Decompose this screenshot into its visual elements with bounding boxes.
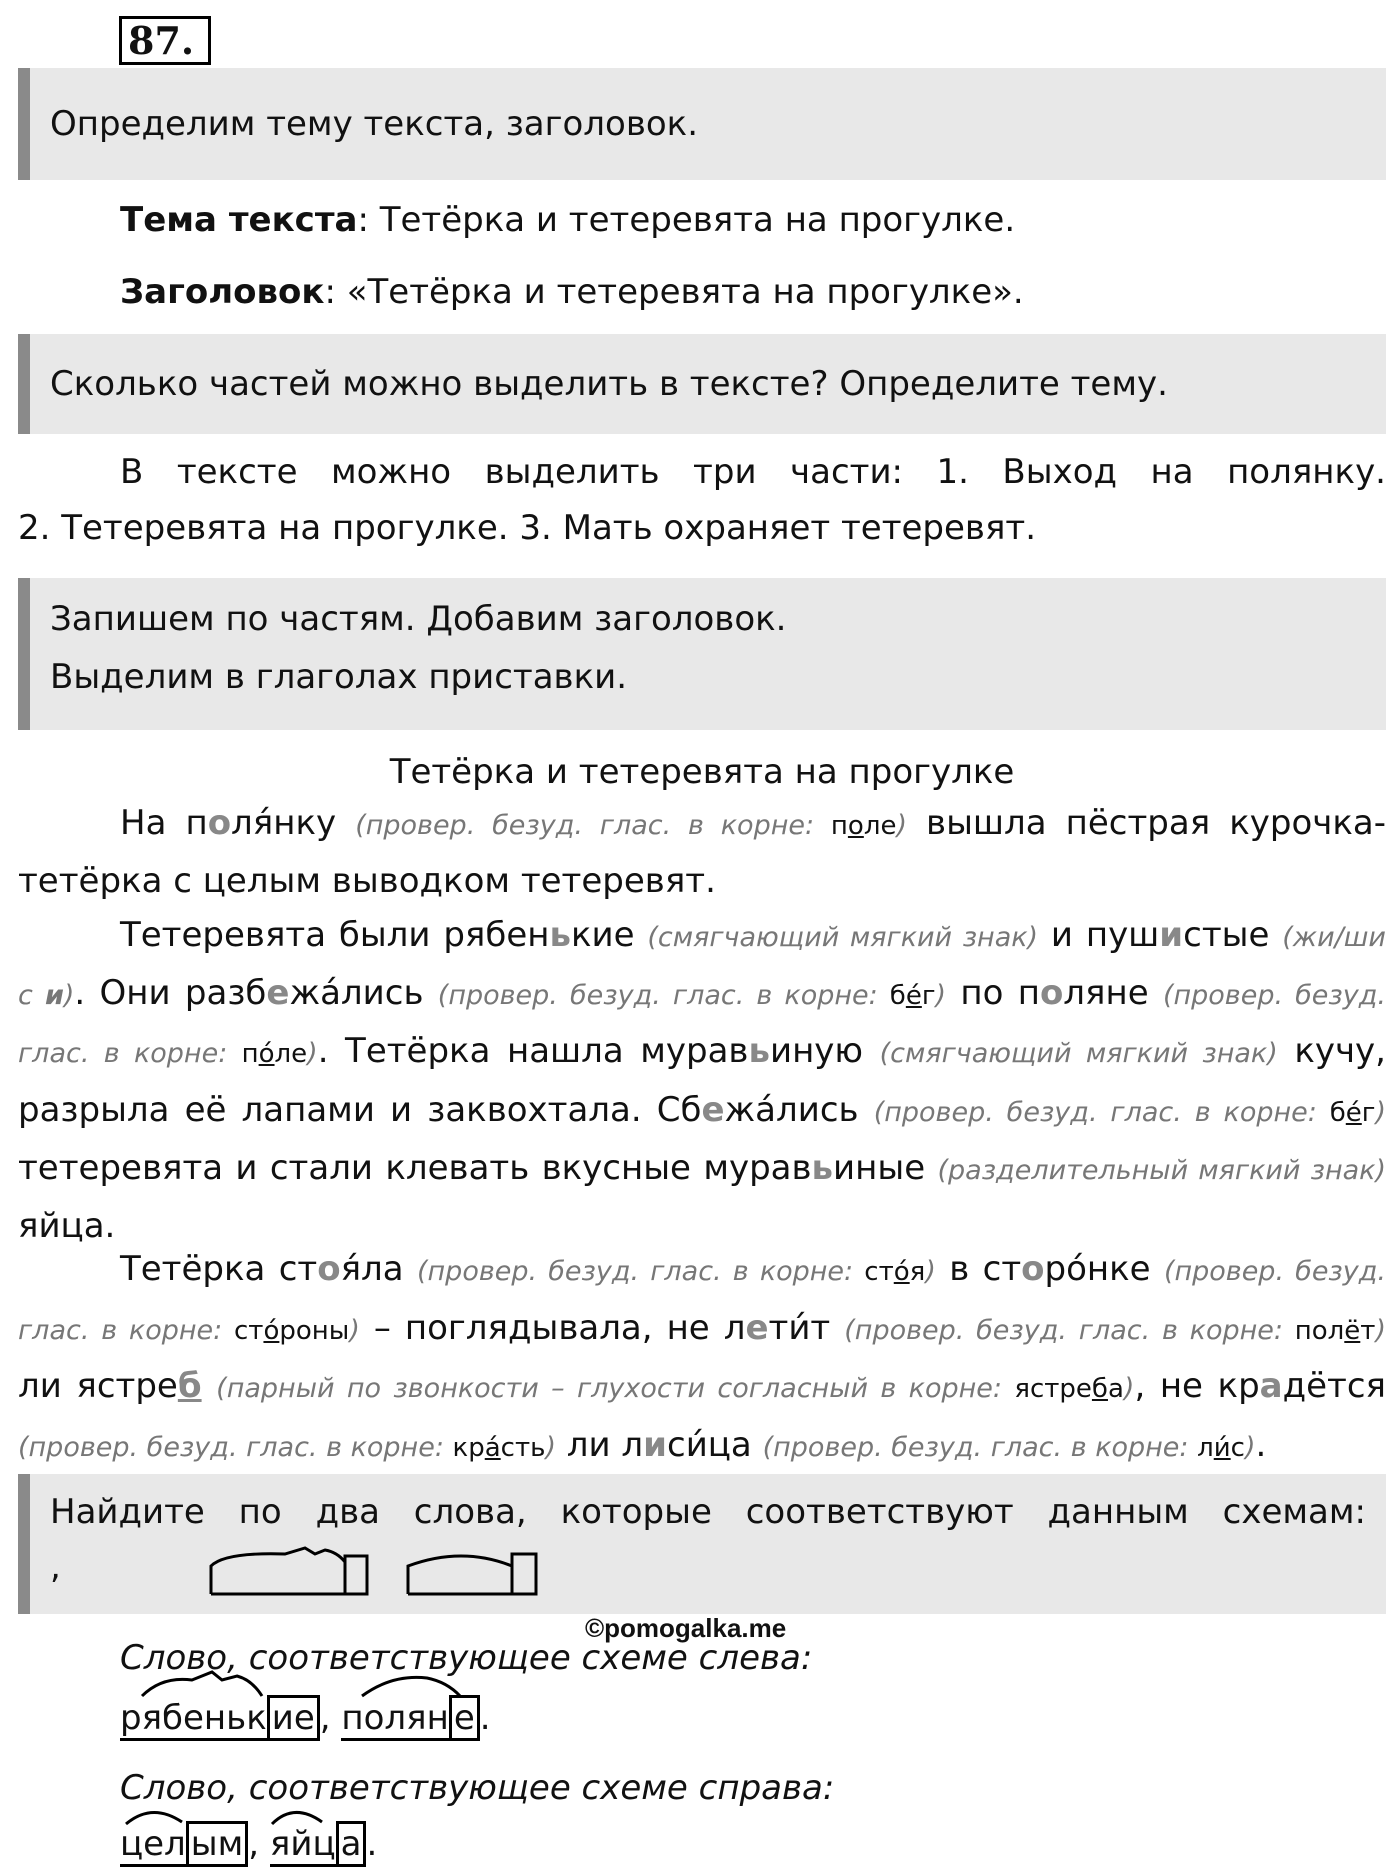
story-line: тетёрка с целым выводком тетеревят.: [18, 861, 716, 901]
story-line: На поля́нку (провер. безуд. глас. в корне: поле) вышла пёстрая курочка-: [120, 803, 1386, 843]
scheme-left-icon: [205, 1542, 375, 1598]
task-box-write: [18, 578, 1386, 730]
parts-line-2: 2. Тетеревята на прогулке. 3. Мать охраняет тетеревят.: [18, 508, 1037, 548]
left-scheme-answer: рябеньк ие , полян е .: [120, 1690, 1380, 1746]
task-comma: ,: [50, 1547, 61, 1587]
word-tselym: цел ым: [120, 1821, 248, 1867]
task-text-1: Запишем по частям. Добавим заголовок.: [50, 599, 787, 639]
word-polyane: полян е: [341, 1690, 479, 1746]
task-box-parts: [18, 334, 1386, 434]
story-paragraph-2: [18, 908, 1386, 1254]
word-ryabenkie: рябеньк ие: [120, 1690, 320, 1746]
story-text: Тетёрка стоя́ла (провер. безуд. глас. в корне: сто́я) в сторо́нке (провер. безуд. глас. в корне: сто́роны) – поглядывала, не лети́т (провер. безуд. глас. в корне: полёт) ли ястреб (парный по звонкости – глухости согласный в корне: ястреба), не крадётся (провер. безуд. глас. в корне: кра́сть) ли лиси́ца (провер. безуд. глас. в корне: ли́с).: [18, 1249, 1387, 1465]
root-arcs-left-icon: [122, 1670, 502, 1700]
story-text: Тетеревята были рябенькие (смягчающий мягкий знак) и пушистые (жи/ши с и). Они разбежа́лись (провер. безуд. глас. в корне: бе́г) по поляне (провер. безуд. глас. в корне: по́ле). Тетёрка нашла муравьиную (смягчающий мягкий знак) кучу, разрыла её лапами и заквохтала. Сбежа́лись (провер. безуд. глас. в корне: бе́г) тетеревята и стали клевать вкусные муравьиные (разделительный мягкий знак) яйца.: [18, 915, 1386, 1246]
title-label: Заголовок: [120, 272, 325, 312]
watermark: ©pomogalka.me: [585, 1613, 787, 1643]
parts-answer: [18, 444, 1386, 556]
exercise-number: 87.: [119, 16, 211, 65]
story-paragraph-3: [18, 1242, 1386, 1476]
left-scheme-label: Слово, соответствующее схеме слева:: [120, 1638, 813, 1678]
task-text: Определим тему текста, заголовок.: [50, 104, 699, 144]
title-line: [120, 264, 1380, 320]
parts-line-1: В тексте можно выделить три части: 1. Выход на полянку.: [120, 452, 1386, 492]
story-title: Тетёрка и тетеревята на прогулке: [389, 752, 1015, 792]
story-paragraph-1: [18, 796, 1386, 909]
theme-label: Тема текста: [120, 200, 358, 240]
task-text: Сколько частей можно выделить в тексте? Определите тему.: [50, 364, 1168, 404]
right-scheme-answer: цел ым , яйц а .: [120, 1816, 1380, 1872]
scheme-right-icon: [402, 1542, 552, 1598]
word-yaytsa: яйц а: [270, 1821, 367, 1867]
task-text: Найдите по два слова, которые соответствуют данным схемам:: [50, 1492, 1366, 1532]
root-arcs-right-icon: [122, 1800, 422, 1826]
task-box-theme: [18, 68, 1386, 180]
title-text: : «Тетёрка и тетеревята на прогулке».: [324, 272, 1024, 312]
theme-text: : Тетёрка и тетеревята на прогулке.: [357, 200, 1016, 240]
task-text-2: Выделим в глаголах приставки.: [50, 657, 628, 697]
theme-line: [120, 192, 1380, 248]
right-scheme-label: Слово, соответствующее схеме справа:: [120, 1768, 835, 1808]
